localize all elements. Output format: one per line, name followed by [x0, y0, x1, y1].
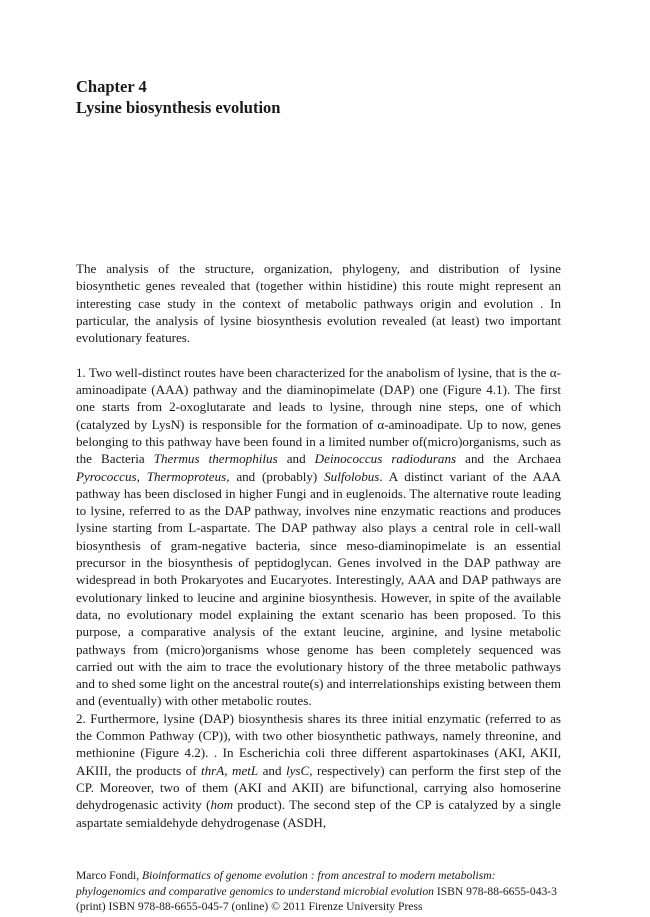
body-text	[76, 260, 561, 831]
italic-term: Deinococcus radiodurans	[314, 451, 457, 467]
italic-term: Pyrococcus	[76, 468, 137, 484]
chapter-title: Lysine biosynthesis evolution	[76, 98, 281, 117]
text-run: ,	[224, 762, 232, 778]
italic-term: Thermus thermophilus	[153, 451, 278, 467]
paragraph-feature-1	[76, 364, 561, 710]
italic-term: thrA	[201, 762, 225, 778]
chapter-heading	[76, 76, 576, 118]
paragraph-feature-2	[76, 710, 561, 831]
text-run: . A distinct variant of the AAA pathway has been disclosed in higher Fungi and in euglenoids. The alternative route leading to lysine, referred to as the DAP pathway, involves nine enzymatic reactions and produces lysine starting from L-aspartate. The DAP pathway also plays a central role in cell-wall biosynthesis of gram-negative bacteria, since meso-diaminopimelate is an essential precursor in the biosynthesis of peptidoglycan. Genes involved in the DAP pathway are widespread in both Prokaryotes and Eucaryotes. Interestingly, AAA and DAP pathways are evolutionary linked to leucine and arginine biosynthesis. However, in spite of the available data, no evolutionary model explaining the extant scenario has been proposed. To this purpose, a comparative analysis of the extant leucine, arginine, and lysine metabolic pathways from (micro)organisms whose genome has been completely sequenced was carried out with the aim to trace the evolutionary history of the three metabolic pathways and to shed some light on the ancestral route(s) and interrelationships existing between them and (eventually) with other metabolic routes.	[76, 468, 562, 709]
text-run: and	[277, 451, 315, 467]
italic-term: Sulfolobus	[324, 468, 380, 484]
page-footer	[76, 868, 566, 915]
text-run: , and (probably)	[226, 468, 325, 484]
footer-publication-info: ISBN 978-88-6655-043-3 (print) ISBN 978-88-6655-045-7 (online) © 2011 Firenze University Press	[76, 884, 557, 913]
text-run: , respectively) can perform the first step of the CP. Moreover, two of them (AKI and AKII) are bifunctional, carrying also homoserine dehydrogenasic activity (	[76, 762, 562, 813]
italic-term: metL	[232, 762, 259, 778]
text-run: ,	[136, 468, 147, 484]
text-run: and the Archaea	[456, 451, 561, 467]
italic-term: lysC	[285, 762, 310, 778]
paragraph-intro	[76, 260, 561, 346]
text-run: and	[258, 762, 286, 778]
text-run: 2. Furthermore, lysine (DAP) biosynthesis shares its three initial enzymatic (referred to as the Common Pathway (CP)), with two other biosynthetic pathways, namely threonine, and methionine (Figure 4.2). . In Escherichia coli three different aspartokinases (AKI, AKII, AKIII, the products of	[76, 710, 561, 778]
footer-author: Marco Fondi,	[76, 869, 143, 882]
italic-term: hom	[210, 797, 234, 813]
footer-book-title: Bioinformatics of genome evolution : from ancestral to modern metabolism: phylogenomics and comparative genomics to understand microbial evolution	[76, 869, 496, 898]
text-run: The analysis of the structure, organization, phylogeny, and distribution of lysine biosynthetic genes revealed that (together within histidine) this route might represent an interesting case study in the context of metabolic pathways origin and evolution . In particular, the analysis of lysine biosynthesis evolution revealed (at least) two important evolutionary features.	[76, 261, 561, 346]
text-run: 1. Two well-distinct routes have been characterized for the anabolism of lysine, that is the α-aminoadipate (AAA) pathway and the diaminopimelate (DAP) one (Figure 4.1). The first one starts from 2-oxoglutarate and leads to lysine, through nine steps, one of which (catalyzed by LysN) is responsible for the formation of α-aminoadipate. Up to now, genes belonging to this pathway have been found in a limited number of(micro)organisms, such as the Bacteria	[76, 364, 561, 467]
text-run: product). The second step of the CP is catalyzed by a single aspartate semialdehyde dehydrogenase (ASDH,	[76, 797, 561, 830]
italic-term: Thermoproteus	[146, 468, 227, 484]
chapter-number: Chapter 4	[76, 77, 147, 96]
